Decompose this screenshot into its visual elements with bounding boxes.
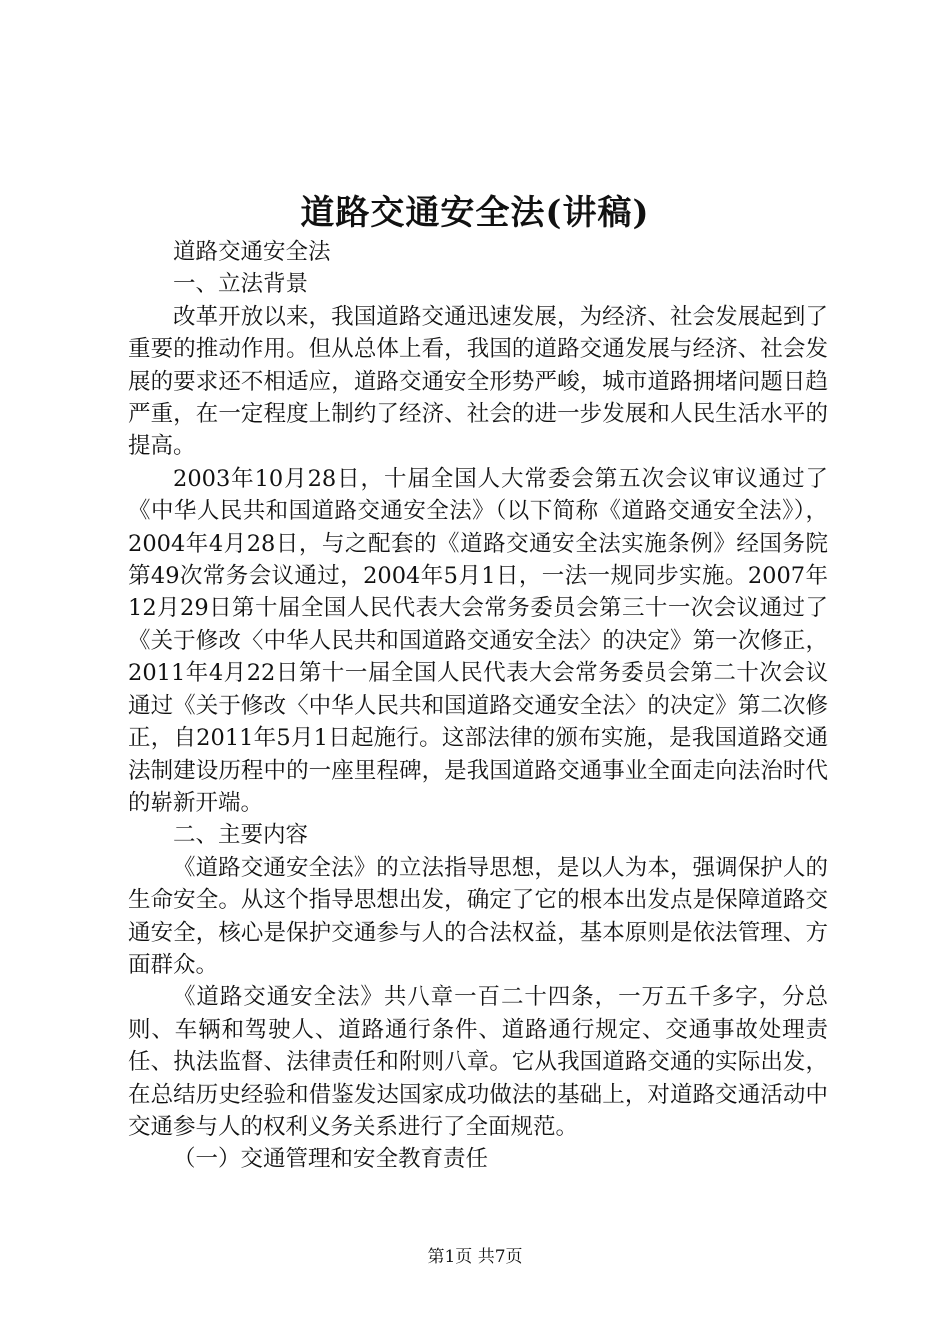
paragraph-main-content-1: 《道路交通安全法》的立法指导思想，是以人为本，强调保护人的生命安全。从这个指导思想出发，确定了它的根本出发点是保障道路交通安全，核心是保护交通参与人的合法权益，基本原则是依法管理、方面群众。 [128,854,828,978]
paragraph-background-2: 2003年10月28日，十届全国人大常委会第五次会议审议通过了《中华人民共和国道路交通安全法》（以下简称《道路交通安全法》），2004年4月28日，与之配套的《道路交通安全法实施条例》经国务院第49次常务会议通过，2004年5月1日，一法一规同步实施。2007年12月29日第十届全国人民代表大会常务委员会第三十一次会议通过了《关于修改〈中华人民共和国道路交通安全法〉的决定》第一次修正，2011年4月22日第十一届全国人民代表大会常务委员会第二十次会议通过《关于修改〈中华人民共和国道路交通安全法〉的决定》第二次修正，自2011年5月1日起施行。这部法律的颁布实施，是我国道路交通法制建设历程中的一座里程碑，是我国道路交通事业全面走向法治时代的崭新开端。 [128,465,828,816]
paragraph-background-1: 改革开放以来，我国道路交通迅速发展，为经济、社会发展起到了重要的推动作用。但从总体上看，我国的道路交通发展与经济、社会发展的要求还不相适应，道路交通安全形势严峻，城市道路拥堵问题日趋严重，在一定程度上制约了经济、社会的进一步发展和人民生活水平的提高。 [128,303,828,460]
document-body [128,236,828,1176]
document-title: 道路交通安全法(讲稿) [300,193,650,233]
paragraph-law-name: 道路交通安全法 [173,239,331,265]
subheading-traffic-management: （一）交通管理和安全教育责任 [173,1146,489,1173]
heading-main-content: 二、主要内容 [173,822,309,849]
paragraph-main-content-2: 《道路交通安全法》共八章一百二十四条，一万五千多字，分总则、车辆和驾驶人、道路通行条件、道路通行规定、交通事故处理责任、执法监督、法律责任和附则八章。它从我国道路交通的实际出发，在总结历史经验和借鉴发达国家成功做法的基础上，对道路交通活动中交通参与人的权利义务关系进行了全面规范。 [128,984,828,1140]
page-footer: 第1页 共7页 [427,1247,523,1267]
heading-legislative-background: 一、立法背景 [173,271,309,298]
